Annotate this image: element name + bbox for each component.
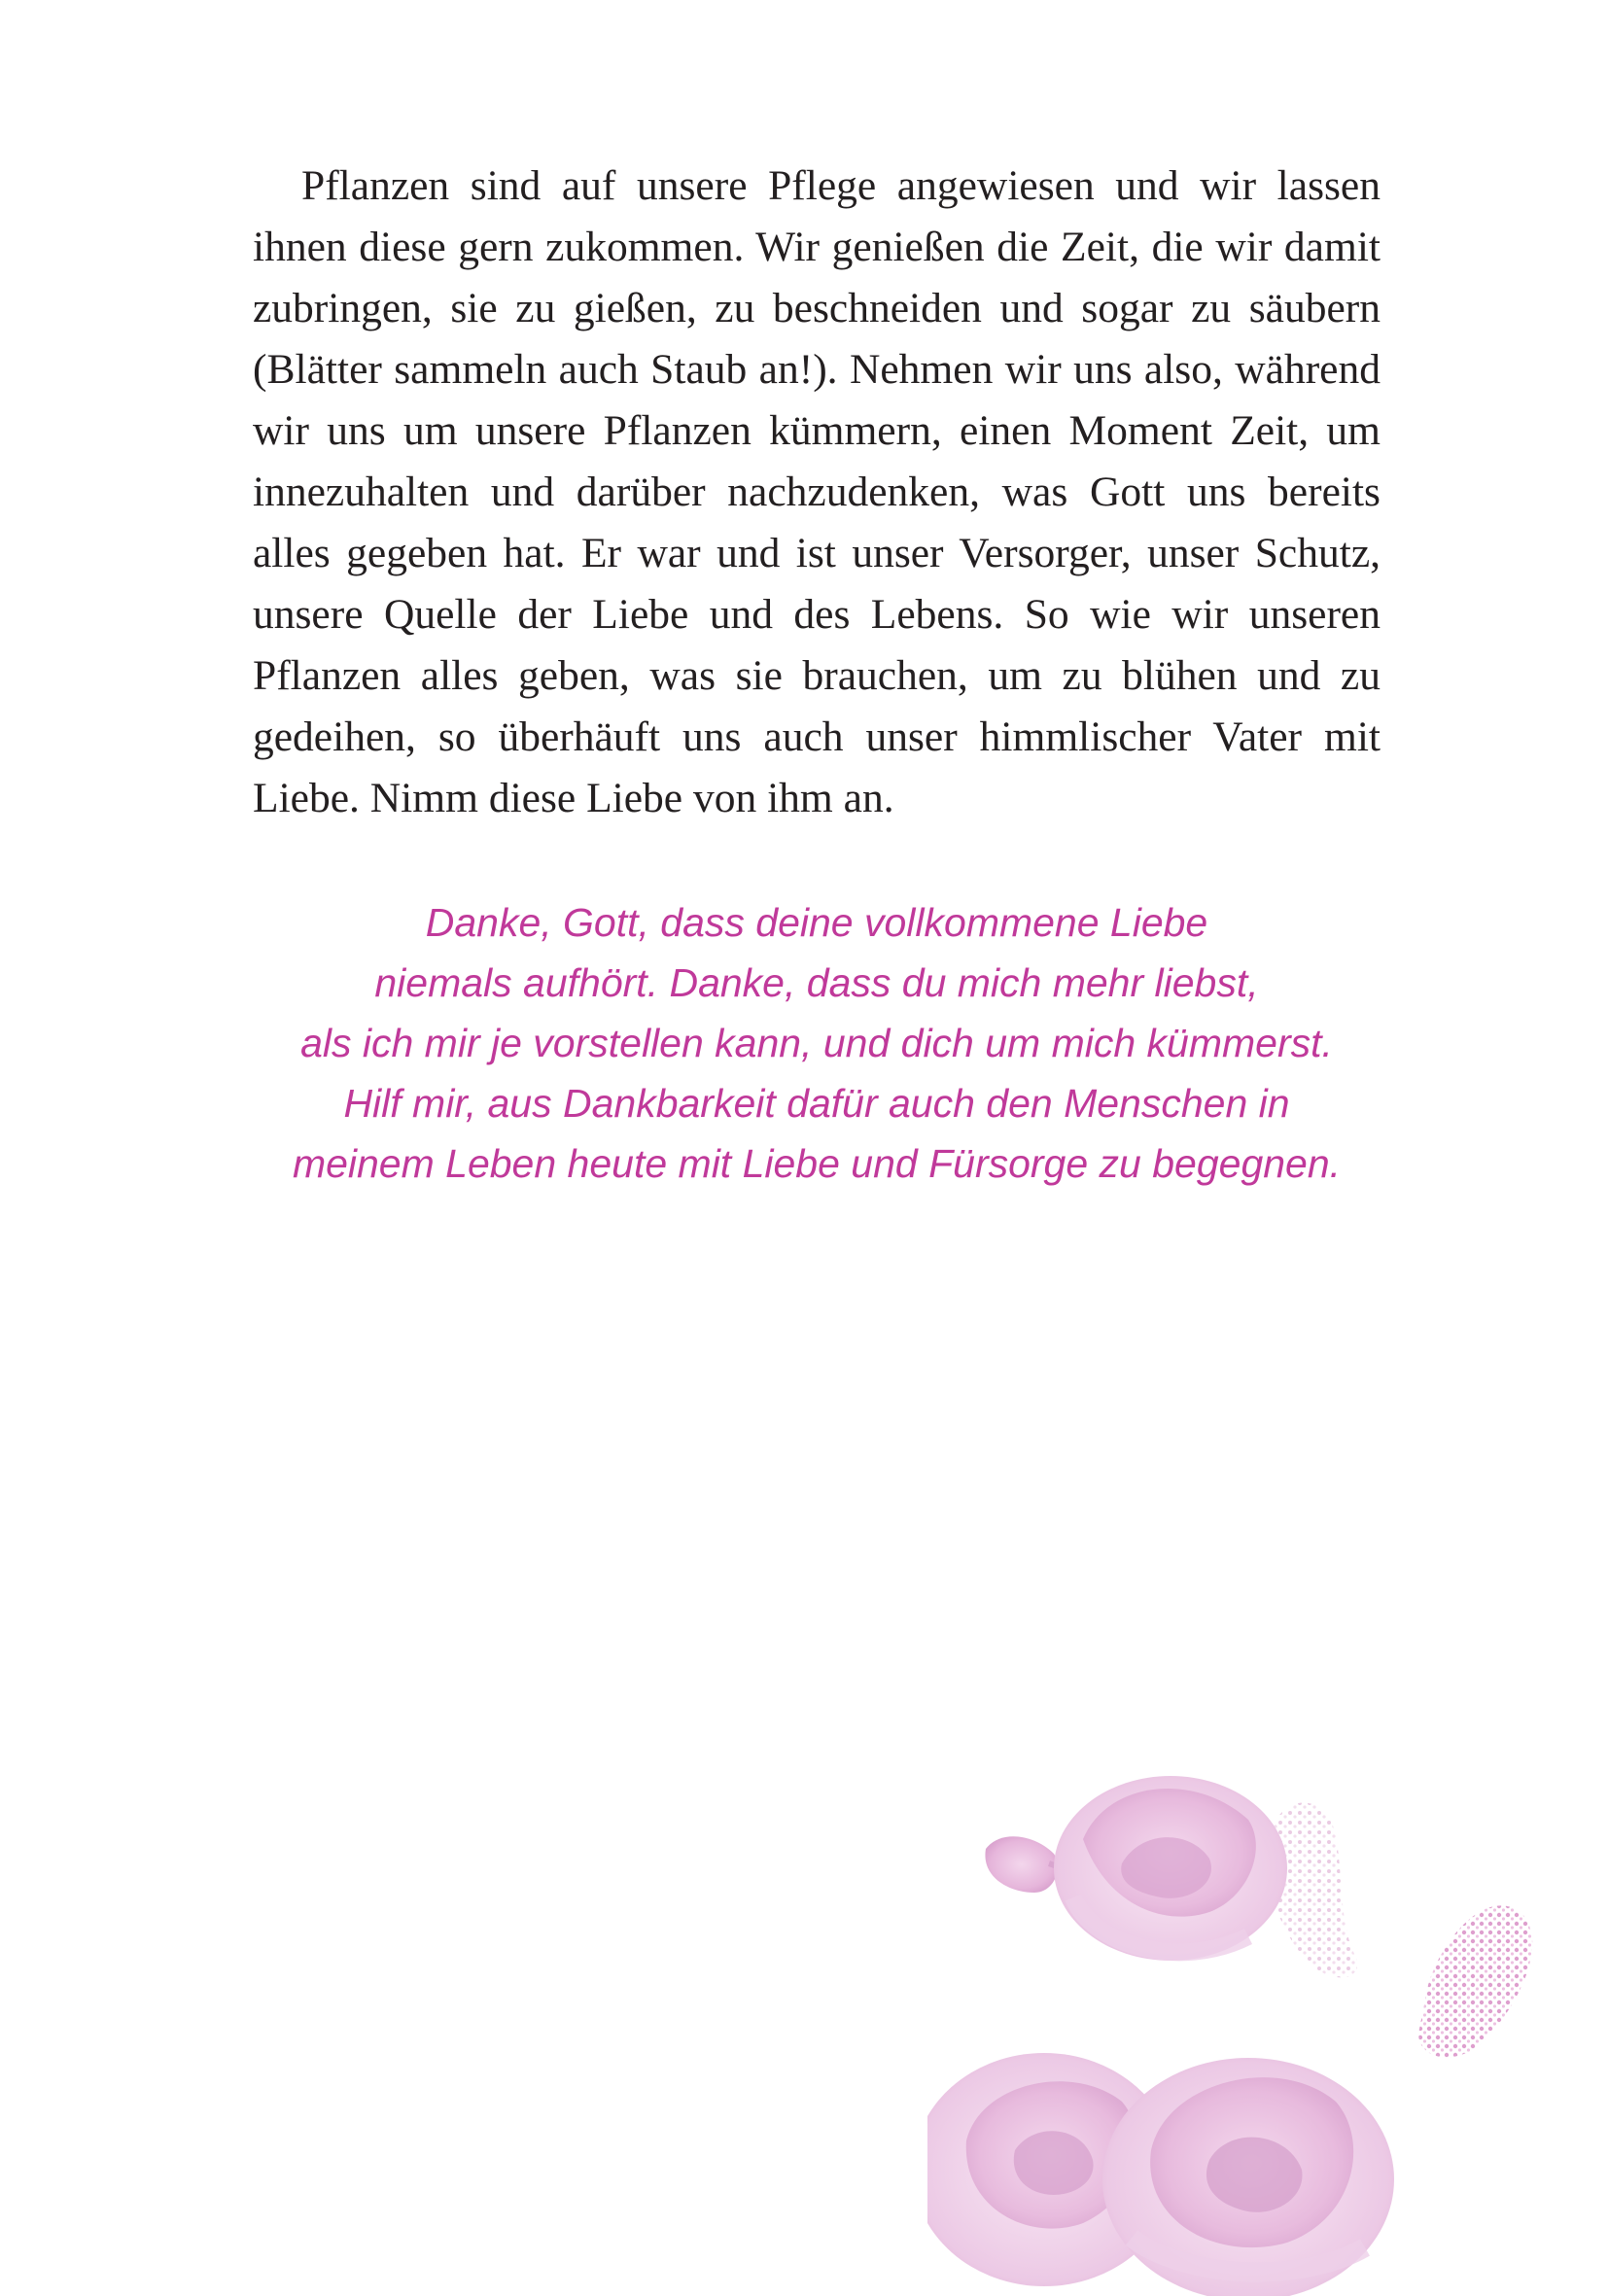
prayer-line: Hilf mir, aus Dankbarkeit dafür auch den Menschen in bbox=[343, 1081, 1290, 1126]
lilac-spike-right-icon bbox=[1418, 1905, 1532, 2057]
prayer-line: niemals aufhört. Danke, dass du mich mehr liebst, bbox=[374, 960, 1259, 1005]
rose-upper-icon bbox=[1054, 1776, 1287, 1961]
body-paragraph: Pflanzen sind auf unsere Pflege angewiesen und wir lassen ihnen diese gern zukommen. Wir genießen die Zeit, die wir damit zubringen, sie zu gießen, zu beschneiden und sogar zu säubern (Blätter sammeln auch Staub an!). Nehmen wir uns also, während wir uns um unsere Pflanzen kümmern, einen Moment Zeit, um innezuhalten und darüber nachzudenken, was Gott uns bereits alles gegeben hat. Er war und ist unser Versorger, unser Schutz, unsere Quelle der Liebe und des Lebens. So wie wir unseren Pflanzen alles geben, was sie brauchen, um zu blühen und zu gedeihen, so überhäuft uns auch unser himmlischer Vater mit Liebe. Nimm diese Liebe von ihm an. bbox=[253, 162, 1381, 821]
pink-flower-illustration bbox=[927, 1693, 1608, 2296]
prayer-line: meinem Leben heute mit Liebe und Fürsorge zu begegnen. bbox=[292, 1141, 1342, 1186]
prayer-block bbox=[253, 892, 1381, 1194]
rose-lower-right-icon bbox=[1102, 2058, 1394, 2296]
prayer-line: Danke, Gott, dass deine vollkommene Liebe bbox=[425, 900, 1208, 945]
prayer-line: als ich mir je vorstellen kann, und dich um mich kümmerst. bbox=[300, 1021, 1333, 1065]
